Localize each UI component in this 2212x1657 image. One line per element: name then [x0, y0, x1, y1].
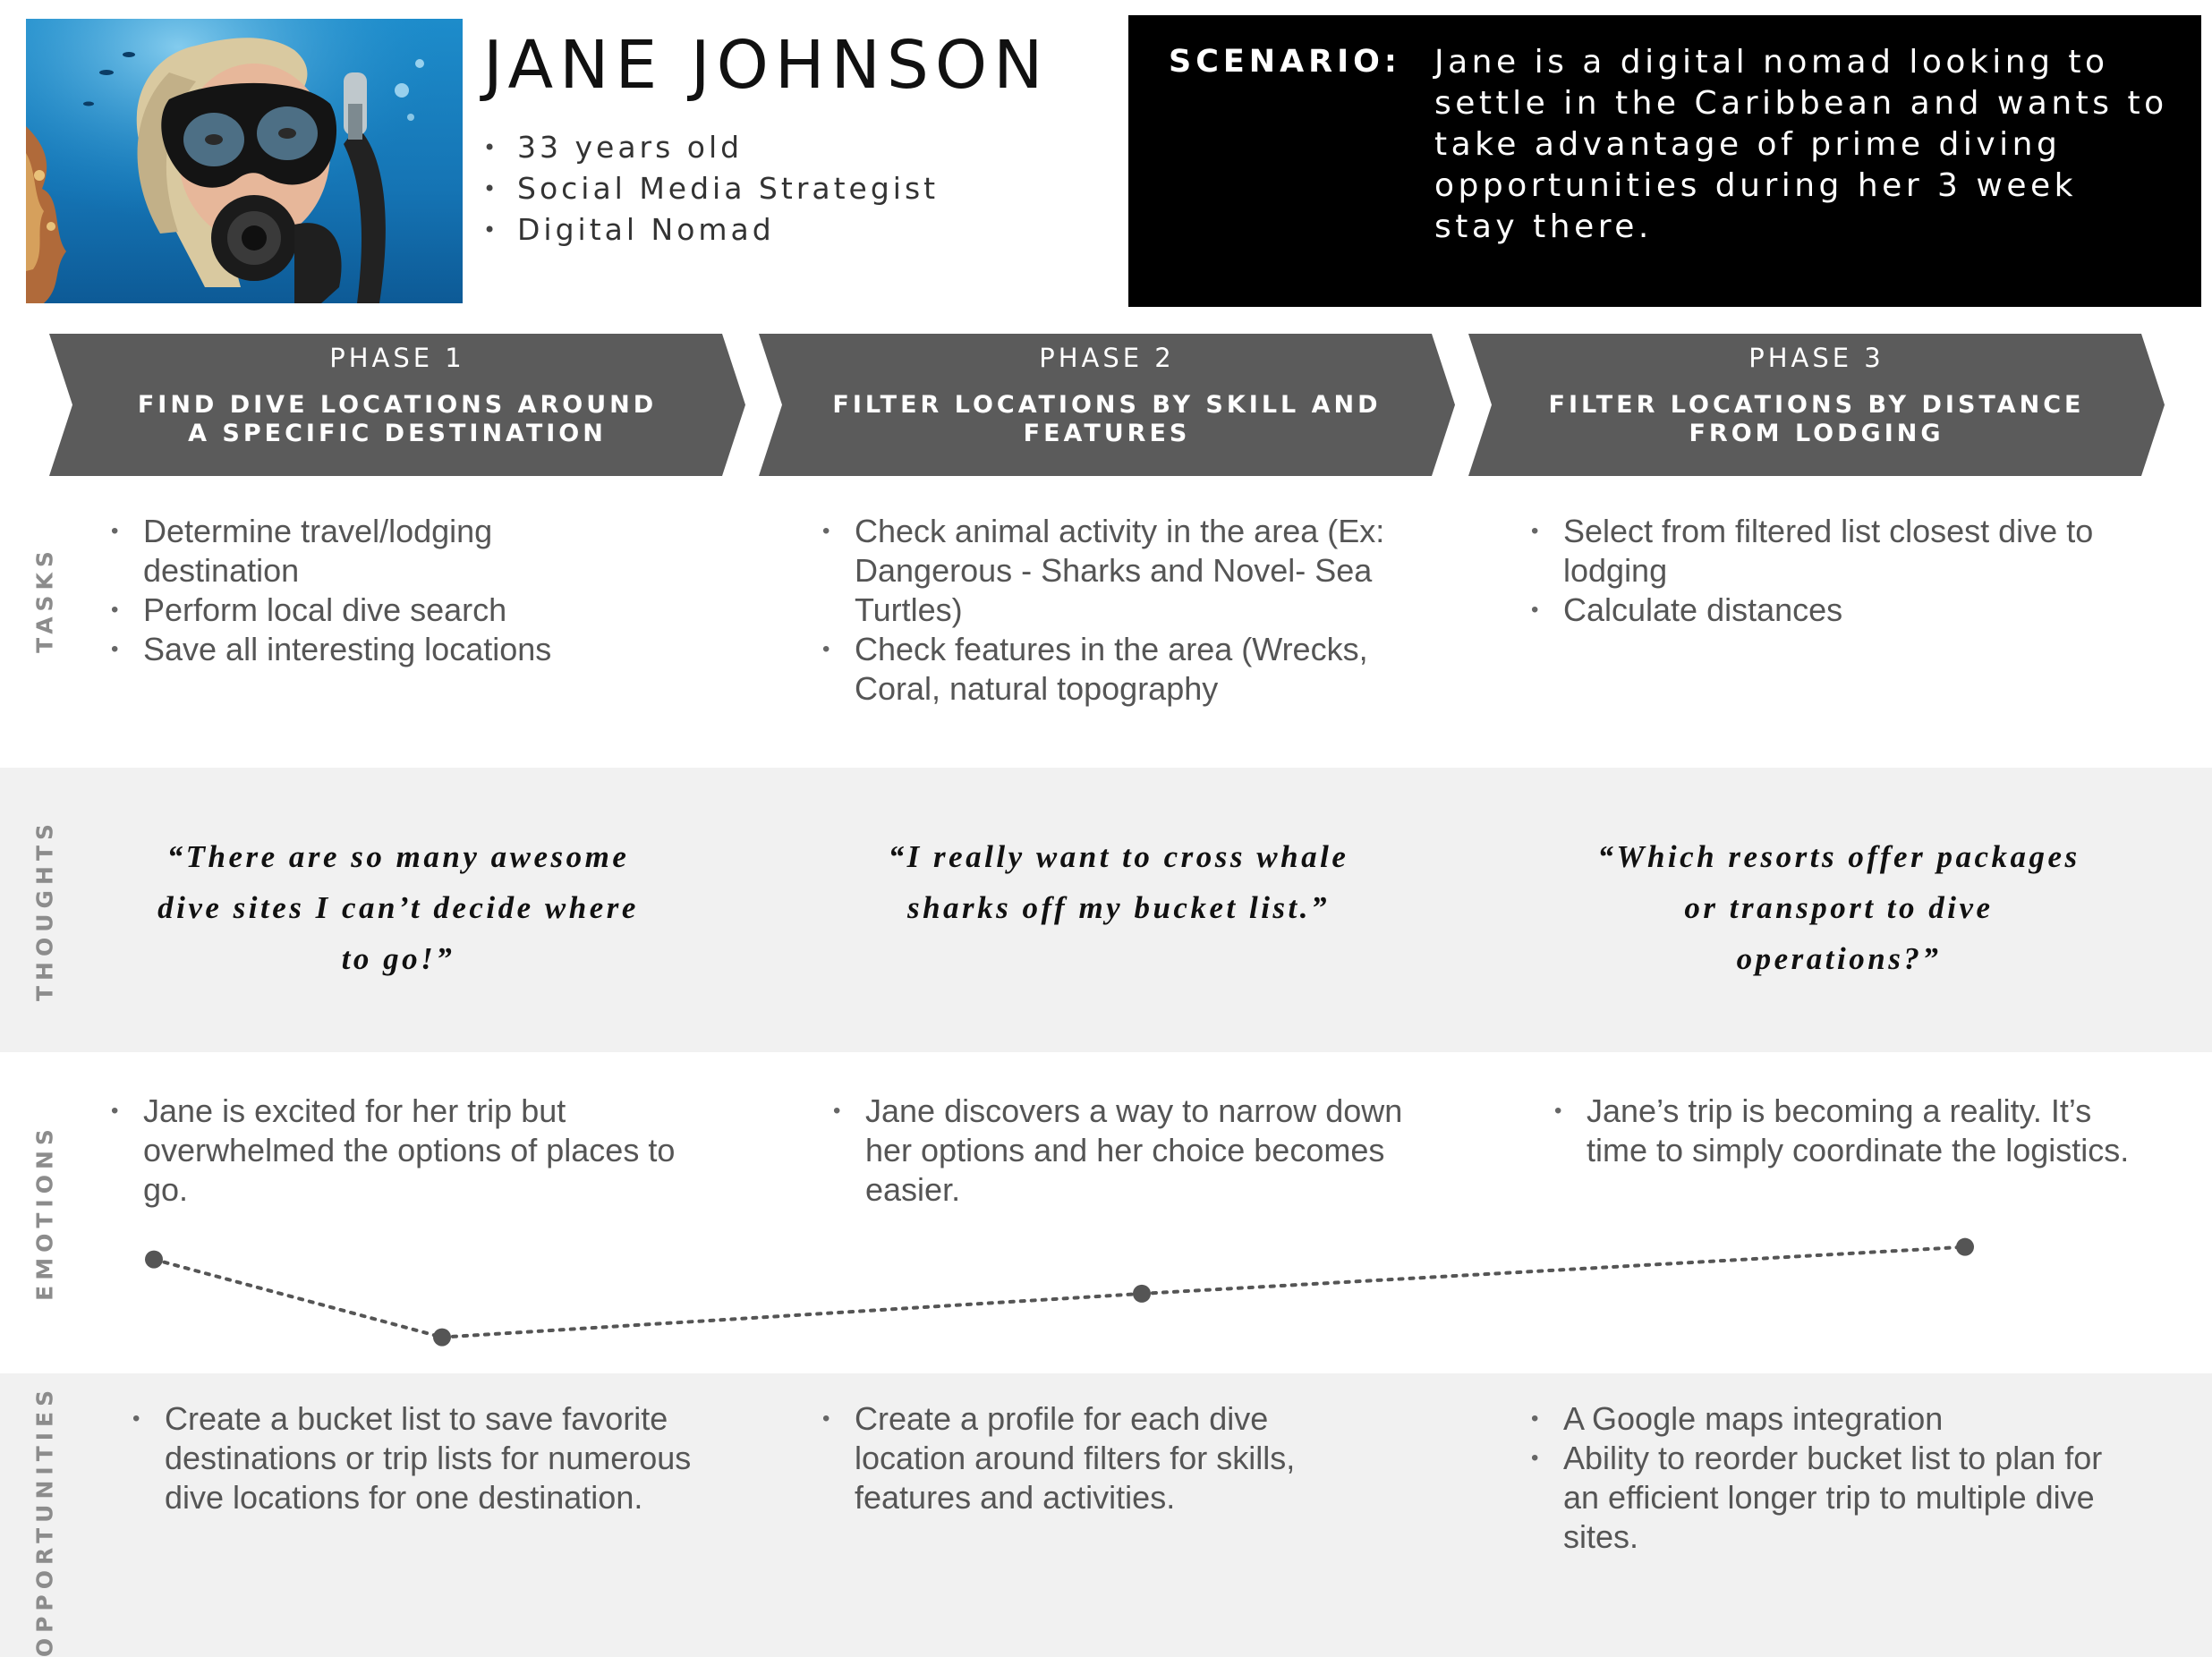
phase-1-chevron — [49, 334, 745, 476]
opportunities-list-phase-3 — [1531, 1399, 2140, 1557]
thought-quote-phase-1: “There are so many awesome dive sites I can’t decide where to go!” — [157, 839, 639, 976]
emotion-point — [1133, 1285, 1151, 1303]
scenario-text: Jane is a digital nomad looking to settle in the Caribbean and wants to take advantage of prime diving opportunities during her 3 week stay there. — [1434, 44, 2168, 245]
persona-fact: • Social Media Strategist — [483, 168, 939, 209]
scenario-box — [1128, 15, 2201, 307]
phase-number: PHASE 2 — [1039, 343, 1175, 373]
phase-number: PHASE 1 — [329, 343, 465, 373]
emotion-line-segment — [1142, 1247, 1965, 1294]
opportunity-item: • Create a bucket list to save favorite destinations or trip lists for numerous dive locations for one destination. — [132, 1399, 705, 1517]
emotion-item: • Jane’s trip is becoming a reality. It’s time to simply coordinate the logistics. — [1554, 1092, 2145, 1170]
persona-facts — [483, 127, 939, 251]
task-item: • Calculate distances — [1531, 591, 2122, 630]
opportunities-list-phase-1 — [132, 1399, 705, 1517]
scuba-diver-photo — [26, 19, 463, 303]
thought-quote-phase-2: “I really want to cross whale sharks off my bucket list.” — [888, 839, 1349, 925]
emotion-item: • Jane discovers a way to narrow down her options and her choice becomes easier. — [833, 1092, 1406, 1210]
opportunity-item: • A Google maps integration — [1531, 1399, 2140, 1439]
phase-2-chevron — [759, 334, 1455, 476]
phase-title: FILTER LOCATIONS BY DISTANCE FROM LODGING — [1548, 391, 2085, 447]
tasks-list-phase-1 — [111, 512, 612, 669]
task-item: • Check animal activity in the area (Ex: Dangerous - Sharks and Novel- Sea Turtles) — [822, 512, 1395, 630]
persona-name: JANE JOHNSON — [483, 27, 1050, 104]
persona-fact: • Digital Nomad — [483, 209, 939, 251]
opportunities-list-phase-2 — [822, 1399, 1359, 1517]
task-item: • Check features in the area (Wrecks, Coral, natural topography — [822, 630, 1395, 709]
opportunity-item: • Create a profile for each dive location around filters for skills, features and activities. — [822, 1399, 1359, 1517]
task-item: • Select from filtered list closest dive to lodging — [1531, 512, 2122, 591]
tasks-list-phase-2 — [822, 512, 1395, 709]
task-item: • Determine travel/lodging destination — [111, 512, 612, 591]
persona-fact: • 33 years old — [483, 127, 939, 168]
phase-3-chevron — [1468, 334, 2165, 476]
scenario-label: SCENARIO: — [1169, 44, 1401, 80]
emotion-line-segment — [154, 1260, 442, 1338]
thought-quote-phase-3: “Which resorts offer packages or transport to dive operations?” — [1597, 839, 2080, 976]
phase-title: FIND DIVE LOCATIONS AROUND A SPECIFIC DESTINATION — [137, 391, 658, 447]
emotion-point — [145, 1251, 163, 1269]
persona-photo — [26, 19, 463, 303]
opportunity-item: • Ability to reorder bucket list to plan for an efficient longer trip to multiple dive sites. — [1531, 1439, 2140, 1557]
emotion-point — [433, 1329, 451, 1347]
task-item: • Perform local dive search — [111, 591, 612, 630]
task-item: • Save all interesting locations — [111, 630, 612, 669]
tasks-list-phase-3 — [1531, 512, 2122, 630]
phase-number: PHASE 3 — [1748, 343, 1884, 373]
phase-title: FILTER LOCATIONS BY SKILL AND FEATURES — [832, 391, 1382, 447]
emotion-item: • Jane is excited for her trip but overwhelmed the options of places to go. — [111, 1092, 702, 1210]
emotion-line-segment — [442, 1294, 1142, 1338]
emotion-curve — [0, 1190, 2212, 1360]
emotion-point — [1956, 1238, 1974, 1256]
emotions-text-phase-3 — [1554, 1092, 2145, 1170]
